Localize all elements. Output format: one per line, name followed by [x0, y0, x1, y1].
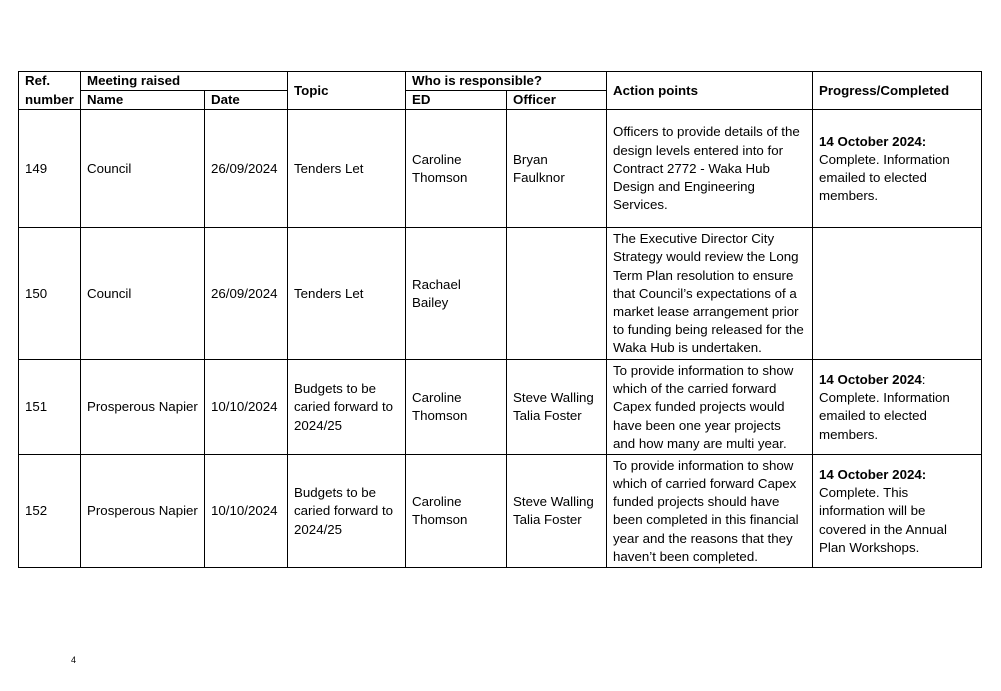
- cell-ed: Caroline Thomson: [406, 360, 507, 455]
- header-row-top: [19, 72, 982, 91]
- cell-officer: Steve Walling Talia Foster: [507, 360, 607, 455]
- cell-officer: [507, 228, 607, 360]
- cell-ref: 150: [19, 228, 81, 360]
- progress-text: Complete. Information emailed to elected members.: [819, 151, 950, 204]
- cell-topic: Tenders Let: [288, 110, 406, 228]
- cell-progress: [813, 228, 982, 360]
- cell-ref: 152: [19, 455, 81, 568]
- cell-progress: [813, 455, 982, 568]
- header-who-responsible: Who is responsible?: [406, 72, 607, 91]
- header-name: Name: [81, 91, 205, 110]
- cell-action: The Executive Director City Strategy would review the Long Term Plan resolution to ensure that Council’s expectations of a market lease arrangement prior to funding being released for the Waka Hub is undertaken.: [607, 228, 813, 360]
- header-progress: Progress/Completed: [813, 72, 982, 110]
- progress-date-suffix: :: [921, 372, 926, 387]
- cell-ref: 149: [19, 110, 81, 228]
- progress-date: 14 October 2024:: [819, 133, 927, 149]
- table-row: [19, 228, 982, 360]
- action-points-table: [18, 71, 982, 568]
- header-ed: ED: [406, 91, 507, 110]
- cell-date: 26/09/2024: [205, 228, 288, 360]
- header-meeting-raised: Meeting raised: [81, 72, 288, 91]
- cell-topic: Tenders Let: [288, 228, 406, 360]
- cell-ed: Rachael Bailey: [406, 228, 507, 360]
- cell-progress: [813, 360, 982, 455]
- page-number: 4: [71, 655, 77, 665]
- cell-ref: 151: [19, 360, 81, 455]
- cell-name: Prosperous Napier: [81, 455, 205, 568]
- cell-action: Officers to provide details of the design levels entered into for Contract 2772 - Waka Hub Design and Engineering Services.: [607, 110, 813, 228]
- cell-name: Council: [81, 228, 205, 360]
- progress-date: 14 October 2024: [819, 372, 922, 387]
- cell-action: To provide information to show which of the carried forward Capex funded projects would have been one year projects and how many are multi year.: [607, 360, 813, 455]
- cell-name: Council: [81, 110, 205, 228]
- cell-officer: Bryan Faulknor: [507, 110, 607, 228]
- cell-date: 10/10/2024: [205, 455, 288, 568]
- cell-topic: Budgets to be caried forward to 2024/25: [288, 455, 406, 568]
- progress-text: Complete. Information emailed to elected members.: [819, 390, 950, 442]
- cell-ed: Caroline Thomson: [406, 455, 507, 568]
- table-row: [19, 360, 982, 455]
- cell-progress: [813, 110, 982, 228]
- cell-officer: Steve Walling Talia Foster: [507, 455, 607, 568]
- cell-name: Prosperous Napier: [81, 360, 205, 455]
- header-ref-line2: number: [19, 91, 81, 110]
- header-ref-line1: Ref.: [19, 72, 81, 91]
- progress-date: 14 October 2024:: [819, 466, 927, 482]
- cell-action: To provide information to show which of carried forward Capex funded projects should have been completed in this financial year and the reasons that they haven’t been completed.: [607, 455, 813, 568]
- cell-ed: Caroline Thomson: [406, 110, 507, 228]
- table-row: [19, 110, 982, 228]
- progress-text: Complete. This information will be covered in the Annual Plan Workshops.: [819, 485, 947, 555]
- header-topic: Topic: [288, 72, 406, 110]
- cell-date: 26/09/2024: [205, 110, 288, 228]
- header-action-points: Action points: [607, 72, 813, 110]
- cell-topic: Budgets to be caried forward to 2024/25: [288, 360, 406, 455]
- header-officer: Officer: [507, 91, 607, 110]
- table-row: [19, 455, 982, 568]
- cell-date: 10/10/2024: [205, 360, 288, 455]
- header-date: Date: [205, 91, 288, 110]
